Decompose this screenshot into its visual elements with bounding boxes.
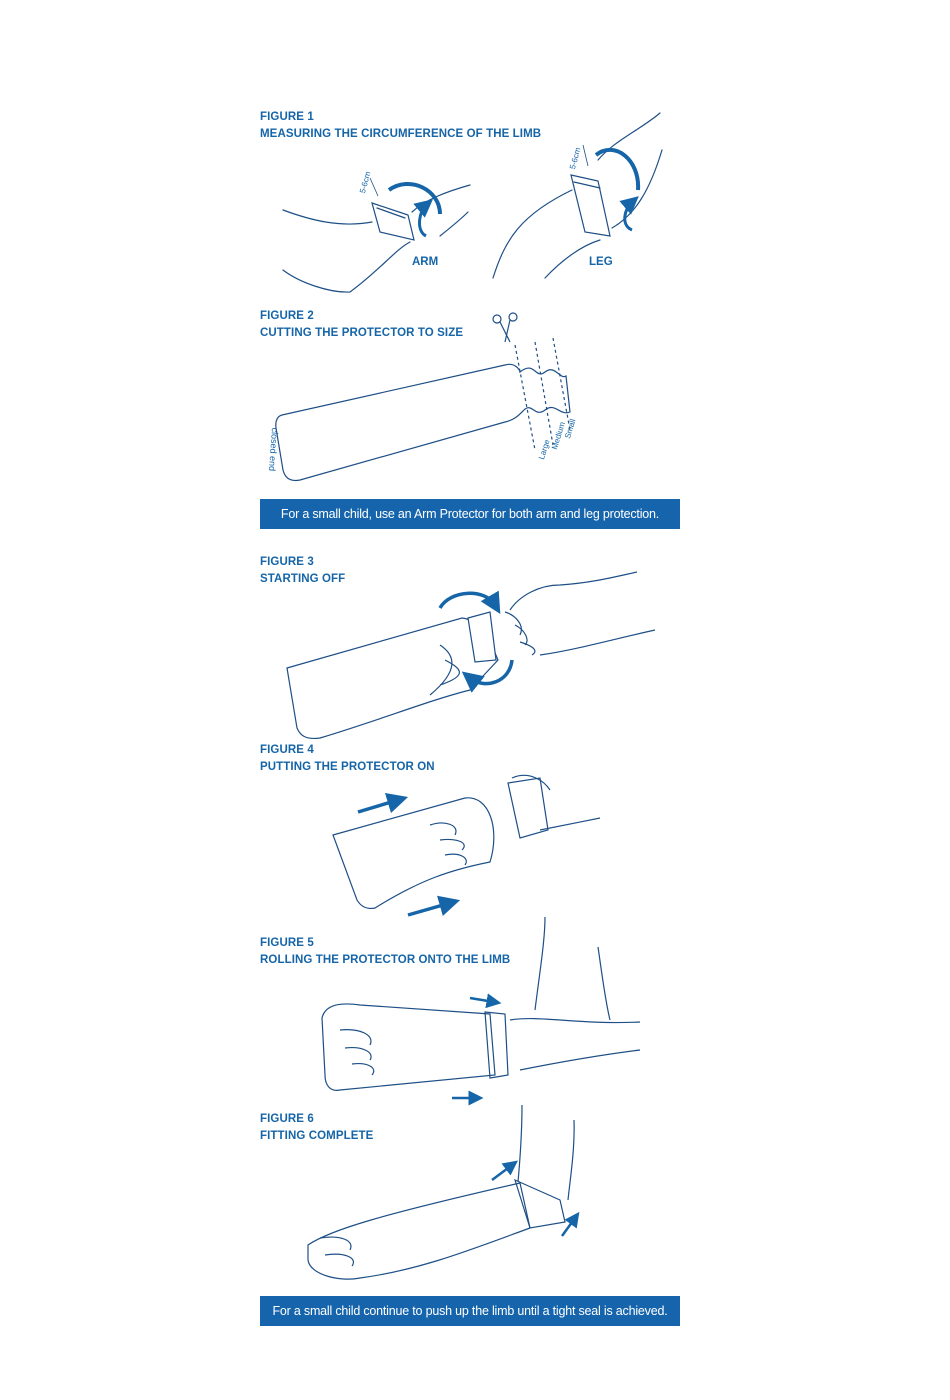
figure-6-title: FITTING COMPLETE	[260, 1130, 374, 1142]
fitting-complete-illustration	[308, 1105, 574, 1279]
starting-off-illustration	[287, 572, 655, 738]
figure-2-number: FIGURE 2	[260, 310, 314, 322]
scissors-icon	[493, 313, 517, 342]
size-medium-label: Medium	[550, 420, 567, 451]
figure-5-number: FIGURE 5	[260, 937, 314, 949]
figure-2-title: CUTTING THE PROTECTOR TO SIZE	[260, 327, 464, 339]
putting-on-illustration	[333, 775, 600, 908]
leg-label: LEG	[589, 256, 613, 268]
closed-end-label: closed end	[266, 427, 280, 472]
arm-illustration	[283, 185, 470, 292]
figure-1-number: FIGURE 1	[260, 111, 314, 123]
size-small-label: Small	[563, 417, 578, 440]
protector-cut-illustration	[276, 338, 570, 481]
arm-measure-label: 5-6cm	[358, 170, 373, 195]
figure-6-number: FIGURE 6	[260, 1113, 314, 1125]
figure-3-number: FIGURE 3	[260, 556, 314, 568]
leg-measure-label: 5-6cm	[568, 146, 583, 171]
banner-2-text: For a small child continue to push up the limb until a tight seal is achieved.	[272, 1304, 668, 1318]
size-large-label: Large	[537, 438, 552, 461]
banner-1-text: For a small child, use an Arm Protector for both arm and leg protection.	[280, 507, 660, 521]
figure-5-title: ROLLING THE PROTECTOR ONTO THE LIMB	[260, 954, 511, 966]
fitting-complete-direction-arrow-icon	[492, 1165, 575, 1236]
rolling-on-illustration	[322, 917, 640, 1090]
figure-4-number: FIGURE 4	[260, 744, 314, 756]
leg-illustration	[493, 113, 662, 278]
arm-label: ARM	[412, 256, 439, 268]
figure-4-title: PUTTING THE PROTECTOR ON	[260, 761, 435, 773]
figure-1-title: MEASURING THE CIRCUMFERENCE OF THE LIMB	[260, 128, 542, 140]
figure-3-title: STARTING OFF	[260, 573, 346, 585]
putting-on-direction-arrow-icon	[358, 800, 450, 915]
